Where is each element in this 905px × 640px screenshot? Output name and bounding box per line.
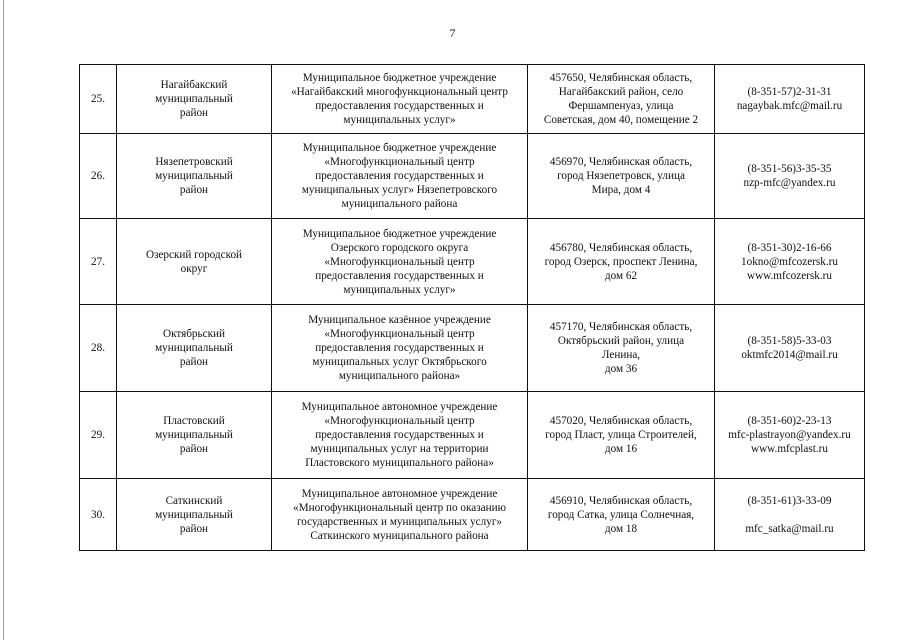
organization-cell: Муниципальное автономное учреждение «Многофункциональный центр по оказанию государственных и муниципальных услуг» Саткинского муниципального района — [272, 479, 528, 551]
contacts-cell — [715, 392, 865, 479]
organization-cell: Муниципальное автономное учреждение «Многофункциональный центр предоставления государственных и муниципальных услуг на территории Пластовского муниципального района» — [272, 392, 528, 479]
phone: (8-351-56)3-35-35 — [747, 163, 832, 175]
district-cell: Нагайбакский муниципальный район — [117, 65, 272, 134]
address-cell: 457650, Челябинская область, Нагайбакский район, село Фершампенуаз, улица Советская, дом 40, помещение 2 — [528, 65, 715, 134]
district-cell: Пластовский муниципальный район — [117, 392, 272, 479]
phone: (8-351-60)2-23-13 — [747, 415, 832, 427]
address-cell: 456780, Челябинская область, город Озерск, проспект Ленина, дом 62 — [528, 219, 715, 305]
district-cell: Саткинский муниципальный район — [117, 479, 272, 551]
mfc-registry-table — [79, 64, 865, 551]
row-number: 26. — [80, 134, 117, 219]
phone: (8-351-57)2-31-31 — [747, 86, 832, 98]
organization-cell: Муниципальное казённое учреждение «Многофункциональный центр предоставления государственных и муниципальных услуг Октябрьского муниципального района» — [272, 305, 528, 392]
address-cell: 456910, Челябинская область, город Сатка, улица Солнечная, дом 18 — [528, 479, 715, 551]
email-link[interactable]: nzp-mfc@yandex.ru — [743, 177, 836, 189]
table-row — [80, 305, 865, 392]
contacts-cell — [715, 134, 865, 219]
organization-cell: Муниципальное бюджетное учреждение Озерского городского округа «Многофункциональный центр предоставления государственных и муниципальных услуг» — [272, 219, 528, 305]
table-row — [80, 134, 865, 219]
organization-cell: Муниципальное бюджетное учреждение «Нагайбакский многофункциональный центр предоставления государственных и муниципальных услуг» — [272, 65, 528, 134]
email-link[interactable]: mfc_satka@mail.ru — [745, 522, 834, 535]
email-link[interactable]: nagaybak.mfc@mail.ru — [736, 100, 843, 112]
phone: (8-351-58)5-33-03 — [747, 335, 832, 347]
district-cell: Нязепетровский муниципальный район — [117, 134, 272, 219]
email-link[interactable]: oktmfc2014@mail.ru — [741, 349, 838, 361]
row-number: 28. — [80, 305, 117, 392]
contacts-cell — [715, 305, 865, 392]
table-row — [80, 392, 865, 479]
district-cell: Озерский городской округ — [117, 219, 272, 305]
contacts-cell — [715, 479, 865, 551]
spacer — [717, 508, 862, 522]
contacts-cell — [715, 65, 865, 134]
organization-cell: Муниципальное бюджетное учреждение «Многофункциональный центр предоставления государственных и муниципальных услуг» Нязепетровского муниципального района — [272, 134, 528, 219]
page-number: 7 — [449, 26, 456, 40]
row-number: 29. — [80, 392, 117, 479]
row-number: 30. — [80, 479, 117, 551]
email-link[interactable]: mfc-plastrayon@yandex.ru — [728, 429, 851, 441]
website-link[interactable]: www.mfcozersk.ru — [746, 269, 832, 282]
table-row — [80, 479, 865, 551]
phone: (8-351-30)2-16-66 — [747, 241, 832, 254]
district-cell: Октябрьский муниципальный район — [117, 305, 272, 392]
email-link[interactable]: 1okno@mfcozersk.ru — [741, 255, 838, 268]
address-cell: 456970, Челябинская область, город Нязепетровск, улица Мира, дом 4 — [528, 134, 715, 219]
table-row — [80, 219, 865, 305]
row-number: 25. — [80, 65, 117, 134]
website-link[interactable]: www.mfcplast.ru — [751, 443, 828, 455]
phone: (8-351-61)3-33-09 — [747, 494, 832, 507]
address-cell: 457020, Челябинская область, город Пласт, улица Строителей, дом 16 — [528, 392, 715, 479]
table-row — [80, 65, 865, 134]
page-margin-line — [3, 0, 4, 640]
contacts-cell — [715, 219, 865, 305]
row-number: 27. — [80, 219, 117, 305]
address-cell: 457170, Челябинская область, Октябрьский район, улица Ленина, дом 36 — [528, 305, 715, 392]
